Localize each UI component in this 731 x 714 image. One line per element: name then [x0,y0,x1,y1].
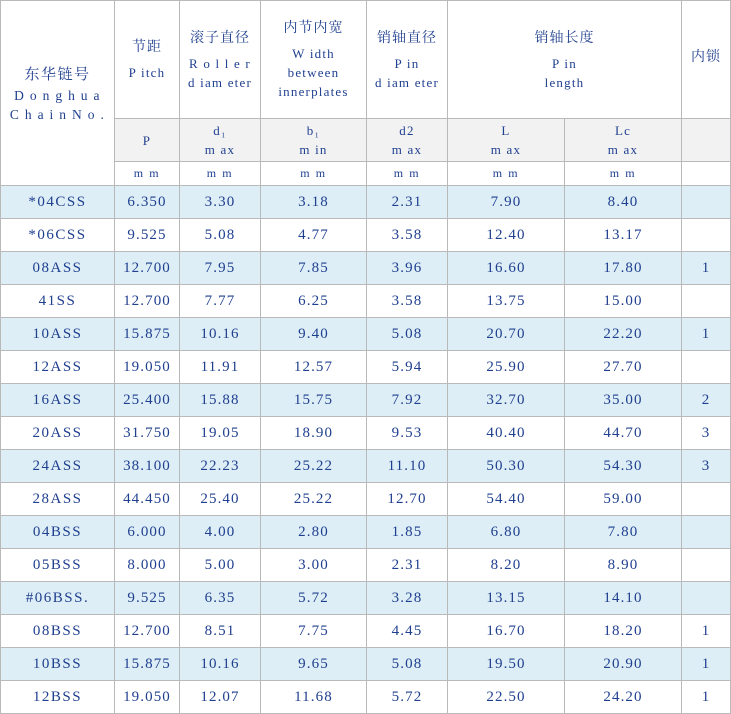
cell-roller-diameter: 22.23 [180,450,261,483]
cell-pin-length-L: 32.70 [448,384,565,417]
cell-inner-extra: 1 [682,252,731,285]
cell-inner-width: 18.90 [261,417,367,450]
cell-inner-width: 4.77 [261,219,367,252]
cell-chain-no: 24ASS [1,450,115,483]
cell-pin-length-Lc: 35.00 [565,384,682,417]
unit-Lc: m m [565,162,682,186]
cell-pin-diameter: 3.28 [367,582,448,615]
header-roller-en1: R o l l e r [189,55,251,71]
table-row [1,384,731,417]
unit-L: m m [448,162,565,186]
cell-inner-width: 9.65 [261,648,367,681]
symbol-Lc [565,119,682,162]
header-width-en2: between [287,65,340,80]
header-inner-last-cn: 内锁 [691,48,721,65]
cell-pin-length-Lc: 14.10 [565,582,682,615]
cell-roller-diameter: 19.05 [180,417,261,450]
header-chain-no-en1: D o n g h u a [14,87,101,103]
symbol-L [448,119,565,162]
symbol-width [261,119,367,162]
table-row [1,648,731,681]
cell-inner-width: 11.68 [261,681,367,714]
symbol-roller-2: m ax [204,142,236,157]
cell-chain-no: *04CSS [1,186,115,219]
symbol-Lc-2: m ax [607,142,639,157]
cell-pin-length-Lc: 8.90 [565,549,682,582]
cell-roller-diameter: 8.51 [180,615,261,648]
cell-pitch: 12.700 [115,285,180,318]
unit-roller: m m [180,162,261,186]
cell-pin-length-L: 8.20 [448,549,565,582]
cell-pin-length-L: 16.60 [448,252,565,285]
cell-pin-length-L: 25.90 [448,351,565,384]
cell-pitch: 44.450 [115,483,180,516]
cell-pin-length-Lc: 8.40 [565,186,682,219]
cell-inner-width: 5.72 [261,582,367,615]
cell-pitch: 6.000 [115,516,180,549]
cell-pitch: 15.875 [115,318,180,351]
table-row [1,681,731,714]
header-pin-diameter [367,1,448,119]
cell-roller-diameter: 15.88 [180,384,261,417]
cell-pitch: 38.100 [115,450,180,483]
cell-pin-diameter: 3.96 [367,252,448,285]
cell-inner-width: 3.18 [261,186,367,219]
cell-inner-extra [682,549,731,582]
table-row [1,417,731,450]
cell-pin-diameter: 12.70 [367,483,448,516]
unit-last [682,162,731,186]
table-body [1,186,731,714]
cell-pin-diameter: 7.92 [367,384,448,417]
cell-roller-diameter: 10.16 [180,648,261,681]
cell-inner-width: 6.25 [261,285,367,318]
cell-inner-extra [682,516,731,549]
cell-pin-length-L: 7.90 [448,186,565,219]
cell-inner-extra: 2 [682,384,731,417]
header-roller-en2: d iam eter [188,74,252,90]
cell-roller-diameter: 7.77 [180,285,261,318]
cell-inner-extra: 1 [682,318,731,351]
cell-roller-diameter: 6.35 [180,582,261,615]
cell-inner-extra [682,483,731,516]
cell-chain-no: 28ASS [1,483,115,516]
cell-pin-length-Lc: 18.20 [565,615,682,648]
cell-chain-no: 12ASS [1,351,115,384]
header-inner-last [682,1,731,119]
cell-pitch: 8.000 [115,549,180,582]
table-row [1,351,731,384]
cell-roller-diameter: 4.00 [180,516,261,549]
header-pin-d-en2: d iam eter [375,74,439,90]
cell-pin-length-Lc: 20.90 [565,648,682,681]
cell-pitch: 9.525 [115,219,180,252]
cell-pin-length-Lc: 27.70 [565,351,682,384]
table-row [1,549,731,582]
header-width-en1: W idth [292,46,335,61]
cell-inner-width: 7.75 [261,615,367,648]
cell-inner-width: 7.85 [261,252,367,285]
table-row [1,186,731,219]
cell-chain-no: 20ASS [1,417,115,450]
cell-pin-length-Lc: 7.80 [565,516,682,549]
cell-inner-extra: 1 [682,681,731,714]
cell-roller-diameter: 25.40 [180,483,261,516]
header-pin-d-en1: P in [394,55,420,71]
cell-chain-no: 12BSS [1,681,115,714]
cell-chain-no: 04BSS [1,516,115,549]
cell-pin-length-Lc: 13.17 [565,219,682,252]
cell-pin-diameter: 2.31 [367,186,448,219]
header-width-cn: 内节内宽 [283,20,344,36]
cell-pitch: 19.050 [115,681,180,714]
cell-inner-extra [682,285,731,318]
header-roller-cn: 滚子直径 [190,29,250,46]
cell-pitch: 12.700 [115,252,180,285]
cell-chain-no: 10BSS [1,648,115,681]
cell-pin-diameter: 3.58 [367,285,448,318]
symbol-pin-d [367,119,448,162]
cell-pitch: 31.750 [115,417,180,450]
cell-chain-no: 08ASS [1,252,115,285]
cell-inner-extra [682,582,731,615]
header-pitch [115,1,180,119]
cell-pin-diameter: 4.45 [367,615,448,648]
unit-pin-d: m m [367,162,448,186]
symbol-roller [180,119,261,162]
symbol-pitch [115,119,180,162]
cell-inner-extra [682,219,731,252]
cell-pin-length-L: 13.15 [448,582,565,615]
header-chain-no [1,1,115,186]
cell-pin-length-L: 16.70 [448,615,565,648]
symbol-width-1: b₁ [306,123,321,138]
cell-pitch: 19.050 [115,351,180,384]
unit-pitch: m m [115,162,180,186]
cell-pin-length-L: 13.75 [448,285,565,318]
cell-roller-diameter: 7.95 [180,252,261,285]
header-row-titles [1,1,731,119]
cell-chain-no: 16ASS [1,384,115,417]
cell-pin-diameter: 2.31 [367,549,448,582]
cell-pin-length-Lc: 15.00 [565,285,682,318]
symbol-Lc-1: Lc [614,123,632,138]
cell-pin-diameter: 1.85 [367,516,448,549]
table-row [1,318,731,351]
cell-pin-diameter: 5.72 [367,681,448,714]
cell-inner-width: 9.40 [261,318,367,351]
cell-pin-length-Lc: 59.00 [565,483,682,516]
symbol-L-1: L [501,123,511,138]
cell-pin-length-Lc: 17.80 [565,252,682,285]
cell-roller-diameter: 5.08 [180,219,261,252]
table-row [1,252,731,285]
header-chain-no-en2: C h a i n N o . [9,106,106,122]
cell-chain-no: 05BSS [1,549,115,582]
symbol-pin-d-2: m ax [391,142,423,157]
cell-inner-width: 15.75 [261,384,367,417]
cell-pitch: 9.525 [115,582,180,615]
header-width-en3: innerplates [278,84,349,99]
header-pin-len-en2: length [544,74,585,90]
cell-inner-width: 3.00 [261,549,367,582]
cell-pin-length-L: 12.40 [448,219,565,252]
cell-chain-no: 41SS [1,285,115,318]
unit-width: m m [261,162,367,186]
cell-pin-length-L: 50.30 [448,450,565,483]
header-roller-diameter [180,1,261,119]
cell-pin-length-L: 20.70 [448,318,565,351]
table-row [1,615,731,648]
header-pin-len-en1: P in [552,55,577,71]
cell-chain-no: 08BSS [1,615,115,648]
table-row [1,516,731,549]
cell-pin-diameter: 5.08 [367,318,448,351]
cell-pin-length-Lc: 44.70 [565,417,682,450]
header-pin-d-cn: 销轴直径 [377,29,437,46]
header-inner-width [261,1,367,119]
symbol-roller-1: d₁ [213,123,227,138]
cell-inner-extra: 1 [682,615,731,648]
symbol-pin-d-1: d2 [399,123,415,138]
cell-roller-diameter: 5.00 [180,549,261,582]
table-row [1,285,731,318]
header-chain-no-cn: 东华链号 [24,64,91,83]
cell-pin-length-Lc: 24.20 [565,681,682,714]
header-pin-length [448,1,682,119]
cell-pitch: 12.700 [115,615,180,648]
cell-pitch: 6.350 [115,186,180,219]
symbol-width-2: m in [299,142,328,157]
symbol-last [682,119,731,162]
cell-inner-width: 2.80 [261,516,367,549]
cell-inner-extra: 3 [682,417,731,450]
cell-pin-diameter: 5.08 [367,648,448,681]
cell-pin-diameter: 9.53 [367,417,448,450]
table-row [1,450,731,483]
cell-pin-length-Lc: 54.30 [565,450,682,483]
header-pitch-cn: 节距 [132,39,162,55]
header-pin-len-cn: 销轴长度 [534,29,595,46]
cell-chain-no: 10ASS [1,318,115,351]
symbol-pitch-1: P [142,132,152,148]
table-row [1,483,731,516]
cell-pin-diameter: 3.58 [367,219,448,252]
cell-inner-extra: 1 [682,648,731,681]
header-pitch-en: P itch [128,65,166,80]
cell-inner-width: 12.57 [261,351,367,384]
table-row [1,219,731,252]
cell-chain-no: #06BSS. [1,582,115,615]
cell-pin-length-L: 6.80 [448,516,565,549]
cell-pin-length-L: 54.40 [448,483,565,516]
cell-inner-extra: 3 [682,450,731,483]
cell-roller-diameter: 12.07 [180,681,261,714]
cell-inner-extra [682,186,731,219]
cell-roller-diameter: 3.30 [180,186,261,219]
table-header [1,1,731,186]
cell-inner-extra [682,351,731,384]
cell-pin-diameter: 11.10 [367,450,448,483]
cell-pin-length-L: 40.40 [448,417,565,450]
cell-pin-diameter: 5.94 [367,351,448,384]
cell-roller-diameter: 10.16 [180,318,261,351]
cell-inner-width: 25.22 [261,450,367,483]
cell-roller-diameter: 11.91 [180,351,261,384]
cell-chain-no: *06CSS [1,219,115,252]
cell-pin-length-L: 19.50 [448,648,565,681]
cell-pin-length-Lc: 22.20 [565,318,682,351]
cell-pitch: 25.400 [115,384,180,417]
cell-pitch: 15.875 [115,648,180,681]
cell-inner-width: 25.22 [261,483,367,516]
symbol-L-2: m ax [490,142,522,157]
table-row [1,582,731,615]
cell-pin-length-L: 22.50 [448,681,565,714]
